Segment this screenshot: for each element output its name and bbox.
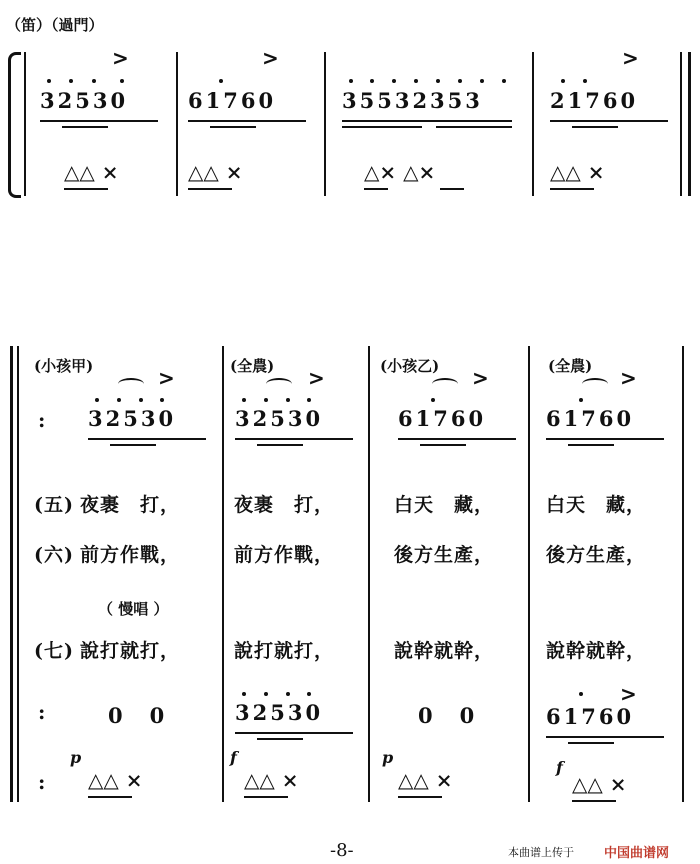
accent-mark: > (308, 366, 325, 390)
start-barline (10, 346, 13, 802)
instrument-notes: 32530 (235, 700, 324, 725)
accent-mark: > (158, 366, 175, 390)
accent-mark: > (112, 46, 129, 70)
repeat-colon: : (38, 770, 46, 794)
percussion-line: △△ × (88, 768, 143, 792)
slur-mark (118, 378, 144, 390)
lyric-text: 說打就打， (80, 640, 181, 662)
accent-mark: > (620, 366, 637, 390)
lyric-text: 說幹就幹， (546, 640, 647, 662)
start-barline (17, 346, 19, 802)
melody-notes: 32530 (40, 88, 129, 113)
dynamic-marking: p (382, 748, 394, 767)
lyric-text: 後方生產， (394, 544, 495, 566)
percussion-line: △△ × (398, 768, 453, 792)
slur-mark (582, 378, 608, 390)
verse-label: (五) (34, 494, 74, 516)
barline (368, 346, 370, 802)
lyric-text: 說幹就幹， (394, 640, 495, 662)
melody-notes: 61760 (398, 406, 487, 431)
instrument-notes: 0 0 (108, 703, 168, 728)
melody-notes: 61760 (188, 88, 277, 113)
melody-notes: 21760 (550, 88, 639, 113)
repeat-colon: : (38, 700, 46, 724)
role-label: (全農) (230, 357, 275, 375)
barline (324, 52, 326, 196)
melody-notes: 35532353 (342, 88, 483, 113)
barline (682, 346, 684, 802)
final-barline (680, 52, 682, 196)
upload-note: 本曲谱上传于 (508, 846, 574, 859)
percussion-line: △× △× (364, 160, 436, 184)
barline (24, 52, 26, 196)
percussion-line: △△ × (188, 160, 243, 184)
lyric-text: 夜裹 打， (234, 494, 335, 516)
site-logo[interactable]: 中国曲谱网 (604, 846, 670, 861)
melody-notes: 32530 (235, 406, 324, 431)
instrument-label: （笛）（過門） (6, 16, 104, 34)
barline (222, 346, 224, 802)
barline (532, 52, 534, 196)
barline (176, 52, 178, 196)
melody-notes: 32530 (88, 406, 177, 431)
percussion-line: △△ × (244, 768, 299, 792)
lyric-text: 說打就打， (234, 640, 335, 662)
accent-mark: > (622, 46, 639, 70)
slur-mark (432, 378, 458, 390)
lyric-text: 後方生產， (546, 544, 647, 566)
lyric-text: 夜裹 打， (80, 494, 181, 516)
dynamic-marking: f (556, 758, 563, 777)
dynamic-marking: p (70, 748, 82, 767)
tempo-marking: （ 慢唱 ） (98, 600, 169, 618)
page-number: -8- (330, 840, 354, 861)
role-label: (全農) (548, 357, 593, 375)
instrument-notes: 61760 (546, 704, 635, 729)
verse-label: (七) (34, 640, 74, 662)
percussion-line: △△ × (572, 772, 627, 796)
barline (528, 346, 530, 802)
melody-notes: 61760 (546, 406, 635, 431)
lyric-text: 前方作戰， (234, 544, 335, 566)
accent-mark: > (620, 682, 637, 706)
lyric-text: 白天 藏， (394, 494, 495, 516)
slur-mark (266, 378, 292, 390)
instrument-notes: 0 0 (418, 703, 478, 728)
accent-mark: > (262, 46, 279, 70)
lyric-text: 前方作戰， (80, 544, 181, 566)
role-label: (小孩甲) (34, 357, 94, 375)
percussion-line: △△ × (550, 160, 605, 184)
verse-label: (六) (34, 544, 74, 566)
system-bracket (8, 52, 21, 198)
repeat-colon: : (38, 408, 46, 432)
dynamic-marking: f (230, 748, 237, 767)
role-label: (小孩乙) (380, 357, 440, 375)
lyric-text: 白天 藏， (546, 494, 647, 516)
final-barline (688, 52, 691, 196)
accent-mark: > (472, 366, 489, 390)
percussion-line: △△ × (64, 160, 119, 184)
